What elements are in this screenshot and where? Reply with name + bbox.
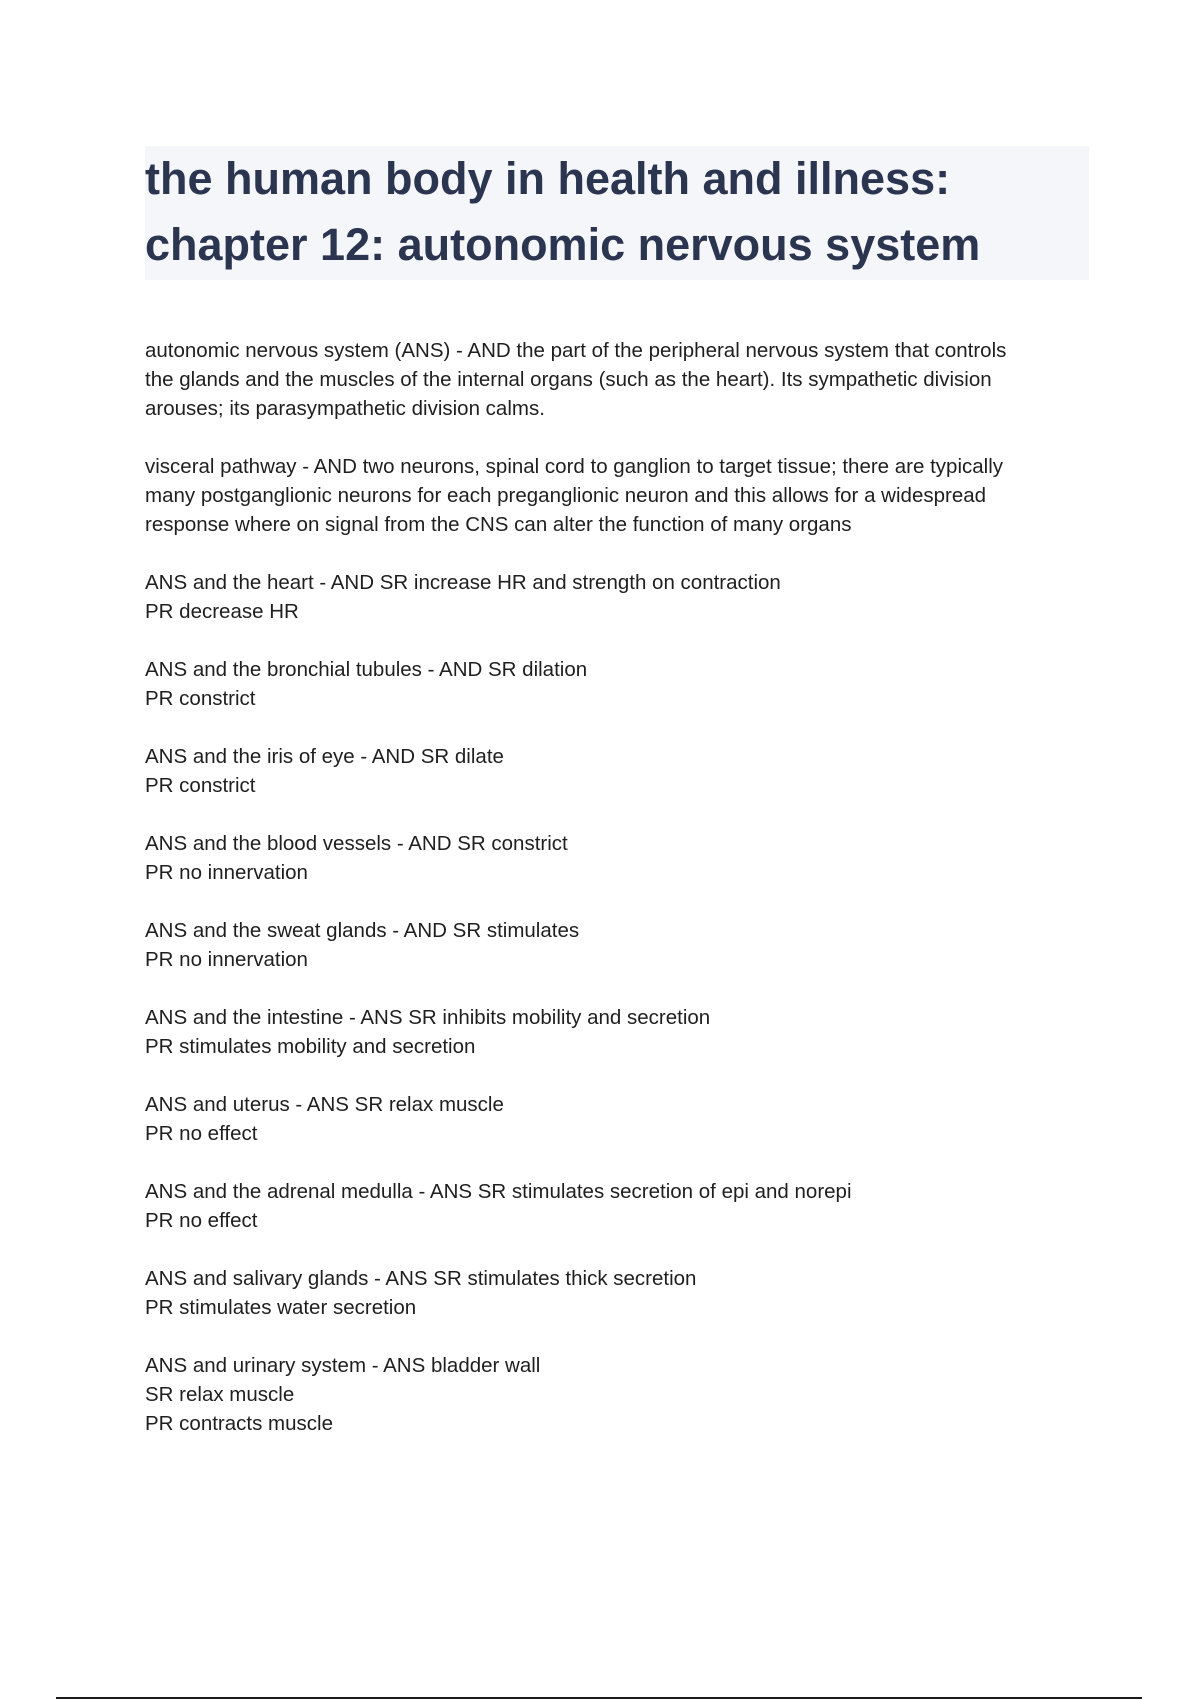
entry-line: ANS and urinary system - ANS bladder wall [145,1354,541,1377]
entry-line: ANS and the heart - AND SR increase HR and strength on contraction [145,571,781,594]
entry-sweat-glands [145,916,1085,974]
entry-line: visceral pathway - AND two neurons, spinal cord to ganglion to target tissue; there are typically [145,455,1004,478]
entry-blood-vessels [145,829,1085,887]
entry-line: autonomic nervous system (ANS) - AND the part of the peripheral nervous system that controls [145,339,1007,362]
document-title [145,146,1089,280]
entry-bronchial-tubules [145,655,1085,713]
entry-salivary-glands [145,1264,1085,1322]
entry-line: ANS and the adrenal medulla - ANS SR stimulates secretion of epi and norepi [145,1180,852,1203]
flashcard-list [145,336,1085,1467]
entry-line: ANS and the blood vessels - AND SR constrict [145,832,568,855]
entry-autonomic-nervous-system [145,336,1085,423]
entry-line: PR constrict [145,687,256,710]
entry-intestine [145,1003,1085,1061]
entry-line: ANS and the iris of eye - AND SR dilate [145,745,504,768]
entry-line: PR constrict [145,774,256,797]
title-line-2: chapter 12: autonomic nervous system [145,219,981,270]
entry-line: ANS and the sweat glands - AND SR stimulates [145,919,580,942]
entry-line: response where on signal from the CNS can alter the function of many organs [145,513,852,536]
entry-heart [145,568,1085,626]
entry-urinary-system [145,1351,1085,1438]
entry-line: ANS and uterus - ANS SR relax muscle [145,1093,504,1116]
title-line-1: the human body in health and illness: [145,153,951,204]
entry-line: PR no effect [145,1122,258,1145]
entry-line: PR no innervation [145,861,308,884]
entry-line: PR no effect [145,1209,258,1232]
entry-line: PR no innervation [145,948,308,971]
footer-divider [56,1697,1142,1699]
entry-line: PR contracts muscle [145,1412,333,1435]
entry-line: PR decrease HR [145,600,299,623]
entry-adrenal-medulla [145,1177,1085,1235]
entry-line: many postganglionic neurons for each preganglionic neuron and this allows for a widespread [145,484,987,507]
entry-line: SR relax muscle [145,1383,295,1406]
entry-line: PR stimulates mobility and secretion [145,1035,476,1058]
entry-line: ANS and the intestine - ANS SR inhibits mobility and secretion [145,1006,711,1029]
entry-iris-of-eye [145,742,1085,800]
entry-visceral-pathway [145,452,1085,539]
entry-line: PR stimulates water secretion [145,1296,417,1319]
entry-line: ANS and the bronchial tubules - AND SR dilation [145,658,588,681]
entry-line: ANS and salivary glands - ANS SR stimulates thick secretion [145,1267,697,1290]
entry-line: the glands and the muscles of the internal organs (such as the heart). Its sympathetic division [145,368,992,391]
entry-uterus [145,1090,1085,1148]
entry-line: arouses; its parasympathetic division calms. [145,397,545,420]
